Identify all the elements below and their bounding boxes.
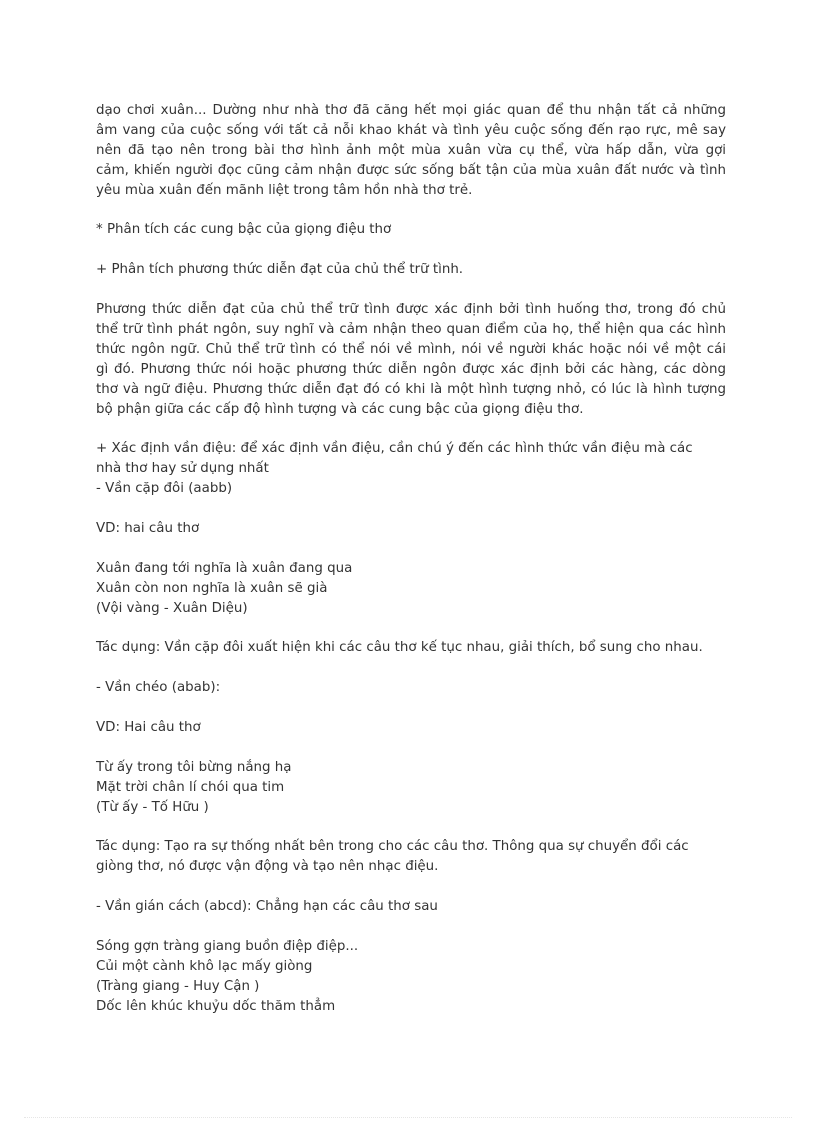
text-line: cảm, khiến người đọc cũng cảm nhận được sức sống bất tận của mùa xuân đất nước và tình bbox=[96, 162, 726, 178]
text-line: thức ngôn ngữ. Chủ thể trữ tình có thể nói về mình, nói về người khác hoặc nói về một cái bbox=[96, 341, 726, 357]
text-line: nhà thơ hay sử dụng nhất bbox=[96, 461, 269, 477]
text-line: âm vang của cuộc sống với tất cả nỗi khao khát và tình yêu cuộc sống đến rạo rực, mê say bbox=[96, 122, 726, 138]
text-line: Xuân còn non nghĩa là xuân sẽ già bbox=[96, 580, 328, 596]
paragraph bbox=[96, 758, 726, 818]
paragraph bbox=[96, 718, 726, 738]
text-line: VD: Hai câu thơ bbox=[96, 719, 201, 735]
text-line: Xuân đang tới nghĩa là xuân đang qua bbox=[96, 560, 353, 576]
text-line: Mặt trời chân lí chói qua tim bbox=[96, 779, 285, 795]
paragraph bbox=[96, 897, 726, 917]
paragraph bbox=[96, 101, 726, 201]
text-line: Tác dụng: Vần cặp đôi xuất hiện khi các câu thơ kế tục nhau, giải thích, bổ sung cho nhau. bbox=[96, 640, 703, 656]
paragraph bbox=[96, 559, 726, 619]
text-line: VD: hai câu thơ bbox=[96, 520, 200, 536]
text-line: thể trữ tình phát ngôn, suy nghĩ và cảm nhận theo quan điểm của họ, thể hiện qua các hình bbox=[96, 321, 726, 337]
paragraph bbox=[96, 300, 726, 419]
text-line: Dốc lên khúc khuỷu dốc thăm thẳm bbox=[96, 998, 336, 1014]
paragraph bbox=[96, 519, 726, 539]
text-line: bộ phận giữa các cấp độ hình tượng và các cung bậc của giọng điệu thơ. bbox=[96, 401, 584, 417]
text-line: (Từ ấy - Tố Hữu ) bbox=[96, 799, 209, 815]
paragraph bbox=[96, 678, 726, 698]
text-line: nên đã tạo nên trong bài thơ hình ảnh một mùa xuân vừa cụ thể, vừa hấp dẫn, vừa gợi bbox=[96, 142, 726, 158]
text-line: giòng thơ, nó được vận động và tạo nên nhạc điệu. bbox=[96, 859, 439, 875]
document-body bbox=[96, 101, 726, 1036]
paragraph bbox=[96, 937, 726, 1017]
text-line: - Vần chéo (abab): bbox=[96, 680, 221, 696]
paragraph bbox=[96, 260, 726, 280]
text-line: (Vội vàng - Xuân Diệu) bbox=[96, 600, 248, 616]
text-line: * Phân tích các cung bậc của giọng điệu thơ bbox=[96, 222, 392, 238]
text-line: - Vần cặp đôi (aabb) bbox=[96, 481, 233, 497]
text-line: + Xác định vần điệu: để xác định vần điệu, cần chú ý đến các hình thức vần điệu mà các bbox=[96, 441, 693, 457]
text-line: Sóng gợn tràng giang buồn điệp điệp... bbox=[96, 938, 359, 954]
text-line: Phương thức diễn đạt của chủ thể trữ tình được xác định bởi tình huống thơ, trong đó chủ bbox=[96, 302, 726, 318]
text-line: dạo chơi xuân... Dường như nhà thơ đã căng hết mọi giác quan để thu nhận tất cả những bbox=[96, 103, 726, 118]
text-line: yêu mùa xuân đến mãnh liệt trong tâm hồn nhà thơ trẻ. bbox=[96, 182, 473, 198]
text-line: gì đó. Phương thức nói hoặc phương thức diễn ngôn được xác định bởi các hàng, các dòng bbox=[96, 361, 726, 377]
text-line: Củi một cành khô lạc mấy giòng bbox=[96, 958, 313, 974]
paragraph bbox=[96, 220, 726, 240]
text-line: - Vần gián cách (abcd): Chẳng hạn các câu thơ sau bbox=[96, 899, 438, 915]
text-line: + Phân tích phương thức diễn đạt của chủ thể trữ tình. bbox=[96, 262, 464, 278]
text-line: Từ ấy trong tôi bừng nắng hạ bbox=[96, 759, 292, 775]
text-line: thơ và ngữ điệu. Phương thức diễn đạt đó có khi là một hình tượng nhỏ, có lúc là hình tượng bbox=[96, 381, 726, 397]
text-line: (Tràng giang - Huy Cận ) bbox=[96, 978, 260, 994]
paragraph bbox=[96, 439, 726, 499]
paragraph bbox=[96, 837, 726, 877]
text-line: Tác dụng: Tạo ra sự thống nhất bên trong cho các câu thơ. Thông qua sự chuyển đổi các bbox=[96, 839, 689, 855]
page-bottom-divider bbox=[24, 1117, 792, 1118]
paragraph bbox=[96, 638, 726, 658]
